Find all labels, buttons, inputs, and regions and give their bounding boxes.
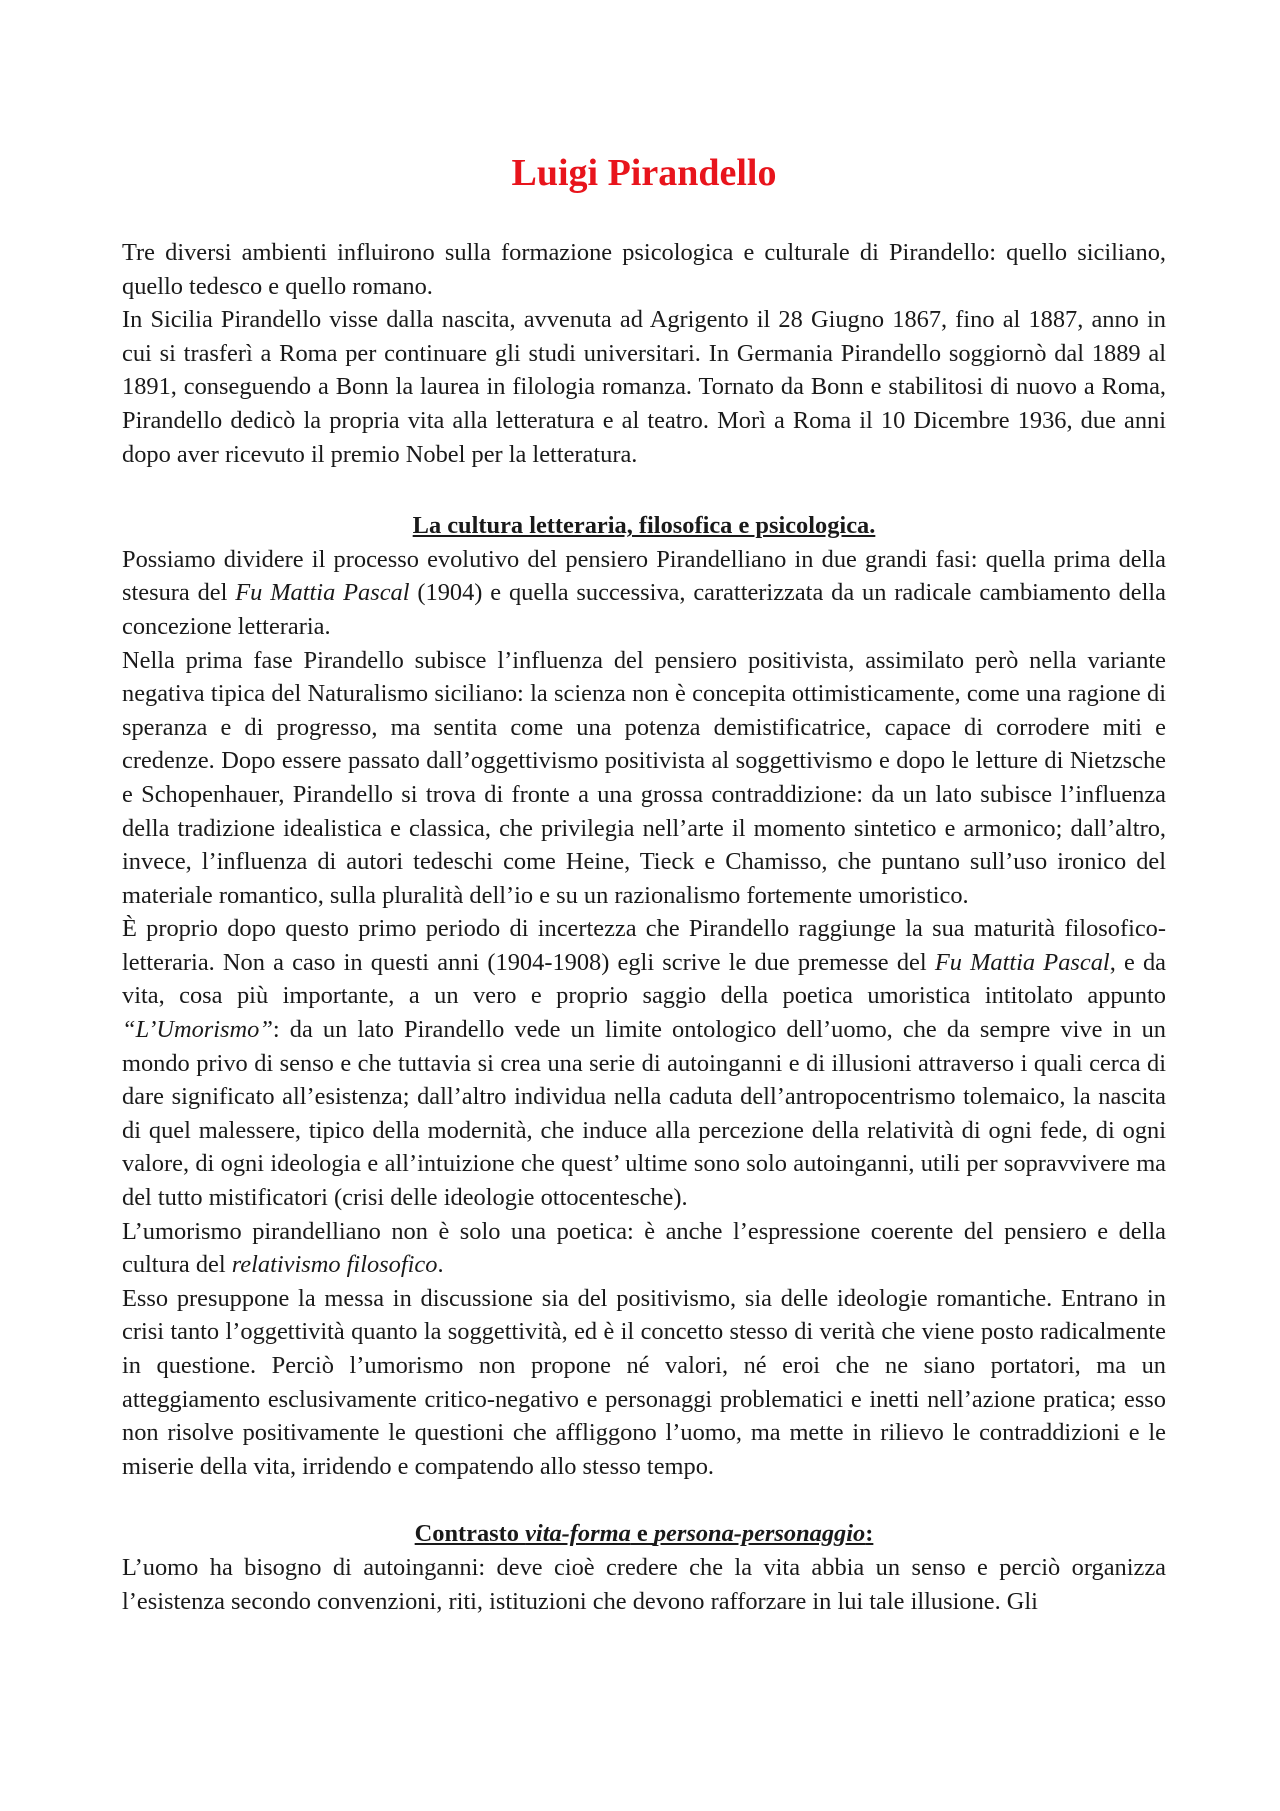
italic-title: Fu Mattia Pascal (934, 948, 1110, 976)
text-run: , e da vita, cosa più importante, a un vero e proprio saggio della poetica umoristica intitolato appunto (122, 948, 1167, 1010)
text-run: e (630, 1520, 654, 1548)
section1-paragraph-3 (122, 912, 1166, 1214)
section1-paragraph-4 (122, 1215, 1166, 1282)
italic-title: “L’Umorismo” (122, 1016, 273, 1044)
italic-title: Fu Mattia Pascal (235, 579, 410, 607)
section1-paragraph-1 (122, 543, 1166, 644)
italic-term: relativismo filosofico (231, 1251, 438, 1279)
section-heading-cultura: La cultura letteraria, filosofica e psicologica. (412, 512, 876, 540)
text-run: : (865, 1520, 874, 1548)
intro-paragraph-2: In Sicilia Pirandello visse dalla nascita, avvenuta ad Agrigento il 28 Giugno 1867, fino al 1887, anno in cui si trasferì a Roma per continuare gli studi universitari. In Germania Pirandello soggiornò dal 1889 al 1891, conseguendo a Bonn la laurea in filologia romanza. Tornato da Bonn e stabilitosi di nuovo a Roma, Pirandello dedicò la propria vita alla letteratura e al teatro. Morì a Roma il 10 Dicembre 1936, due anni dopo aver ricevuto il premio Nobel per la letteratura. (122, 306, 1166, 468)
section2-paragraph-1: L’uomo ha bisogno di autoinganni: deve cioè credere che la vita abbia un senso e perciò organizza l’esistenza secondo convenzioni, riti, istituzioni che devono rafforzare in lui tale illusione. Gli (122, 1553, 1166, 1615)
spacer (122, 1483, 1166, 1517)
spacer (122, 471, 1166, 509)
section-heading-contrasto (122, 1517, 1166, 1551)
text-run: Contrasto (414, 1520, 526, 1548)
document-page (122, 150, 1166, 1618)
italic-term: vita-forma (525, 1520, 631, 1548)
text-run: L’umorismo pirandelliano non è solo una poetica: è anche l’espressione coerente del pensiero e della cultura del (122, 1217, 1166, 1279)
text-run: . (437, 1251, 444, 1279)
italic-term: persona-personaggio (653, 1520, 866, 1548)
text-run: Possiamo dividere il processo evolutivo del pensiero Pirandelliano in due grandi fasi: quella prima della stesura del (122, 545, 1166, 607)
text-run: : da un lato Pirandello vede un limite ontologico dell’uomo, che da sempre vive in un mondo privo di senso e che tuttavia si crea una serie di autoinganni e di illusioni attraverso i quali cerca di dare significato all’esistenza; dall’altro individua nella caduta dell’antropocentrismo tolemaico, la nascita di quel malessere, tipico della modernità, che induce alla percezione della relatività di ogni fede, di ogni valore, di ogni ideologia e all’intuizione che quest’ ultime sono solo autoinganni, utili per sopravvivere ma del tutto mistificatori (crisi delle ideologie ottocentesche). (122, 1016, 1166, 1212)
document-title: Luigi Pirandello (511, 152, 777, 194)
section1-paragraph-2: Nella prima fase Pirandello subisce l’influenza del pensiero positivista, assimilato però nella variante negativa tipica del Naturalismo siciliano: la scienza non è concepita ottimisticamente, come una ragione di speranza e di progresso, ma sentita come una potenza demistificatrice, capace di corrodere miti e credenze. Dopo essere passato dall’oggettivismo positivista al soggettivismo e dopo le letture di Nietzsche e Schopenhauer, Pirandello si trova di fronte a una grossa contraddizione: da un lato subisce l’influenza della tradizione idealistica e classica, che privilegia nell’arte il momento sintetico e armonico; dall’altro, invece, l’influenza di autori tedeschi come Heine, Tieck e Chamisso, che puntano sull’uso ironico del materiale romantico, sulla pluralità dell’io e su un razionalismo fortemente umoristico. (122, 646, 1166, 909)
text-run: (1904) e quella successiva, caratterizzata da un radicale cambiamento della concezione letteraria. (122, 579, 1166, 640)
section1-paragraph-5: Esso presuppone la messa in discussione sia del positivismo, sia delle ideologie romantiche. Entrano in crisi tanto l’oggettività quanto la soggettività, ed è il concetto stesso di verità che viene posto radicalmente in questione. Perciò l’umorismo non propone né valori, né eroi che ne siano portatori, ma un atteggiamento esclusivamente critico-negativo e personaggi problematici e inetti nell’azione pratica; esso non risolve positivamente le questioni che affliggono l’uomo, ma mette in rilievo le contraddizioni e le miserie della vita, irridendo e compatendo allo stesso tempo. (122, 1284, 1166, 1480)
text-run: È proprio dopo questo primo periodo di incertezza che Pirandello raggiunge la sua maturità filosofico-letteraria. Non a caso in questi anni (1904-1908) egli scrive le due premesse del (122, 915, 1166, 976)
intro-paragraph-1: Tre diversi ambienti influirono sulla formazione psicologica e culturale di Pirandello: quello siciliano, quello tedesco e quello romano. (122, 239, 1166, 300)
